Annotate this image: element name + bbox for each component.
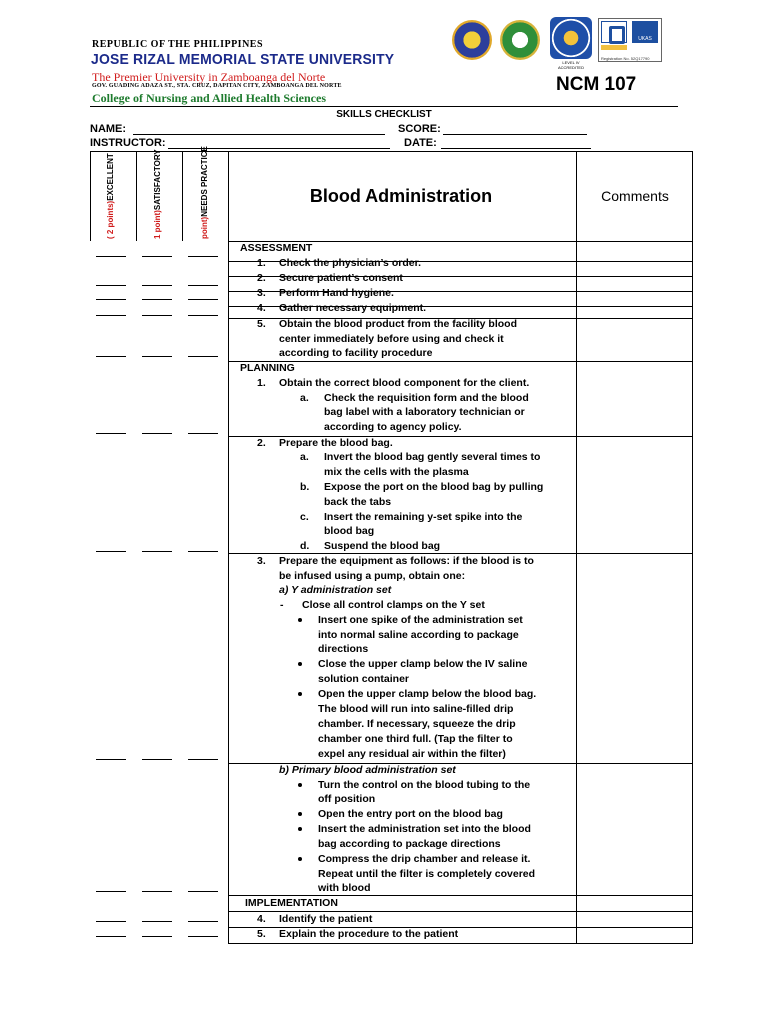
rating-blank[interactable] xyxy=(96,551,126,552)
step-text: center immediately before using and check it xyxy=(279,333,504,345)
course-code: NCM 107 xyxy=(556,74,637,95)
rating-blank[interactable] xyxy=(142,285,172,286)
column-divider xyxy=(182,151,183,241)
certification-strip xyxy=(601,45,627,50)
university-tagline: The Premier University in Zamboanga del Norte xyxy=(92,70,326,84)
rating-blank[interactable] xyxy=(188,299,218,300)
rating-header-needs-practice: point)NEEDS PRACTICE xyxy=(200,146,209,239)
republic-label: REPUBLIC OF THE PHILIPPINES xyxy=(92,39,264,50)
bullet-text: bag according to package directions xyxy=(318,838,501,850)
sub-step-text: according to agency policy. xyxy=(324,421,462,433)
bullet-text: Insert one spike of the administration set xyxy=(318,614,523,626)
bullet-icon xyxy=(298,662,302,666)
rating-blank[interactable] xyxy=(96,299,126,300)
bullet-text: solution container xyxy=(318,673,410,685)
sub-step-mark: c. xyxy=(300,511,309,523)
rating-blank[interactable] xyxy=(188,921,218,922)
sub-step-text: blood bag xyxy=(324,525,375,537)
bullet-icon xyxy=(298,857,302,861)
rating-blank[interactable] xyxy=(142,891,172,892)
step-text: Identify the patient xyxy=(279,913,373,925)
ukas-label: UKAS xyxy=(638,36,652,42)
rating-blank[interactable] xyxy=(96,356,126,357)
step-number: 4. xyxy=(257,913,266,925)
sub-step-text: Suspend the blood bag xyxy=(324,540,441,552)
bullet-icon xyxy=(298,812,302,816)
university-seal-logo xyxy=(452,20,492,60)
step-text: Obtain the correct blood component for the client. xyxy=(279,377,530,389)
step-number: 3. xyxy=(257,555,266,567)
rating-blank[interactable] xyxy=(96,891,126,892)
step-text: Secure patient’s consent xyxy=(279,272,403,284)
rating-blank[interactable] xyxy=(96,433,126,434)
rating-blank[interactable] xyxy=(188,315,218,316)
rating-blank[interactable] xyxy=(142,759,172,760)
sub-step-text: back the tabs xyxy=(324,496,392,508)
sub-step-text: Invert the blood bag gently several times to xyxy=(324,451,541,463)
bullet-icon xyxy=(298,783,302,787)
rating-blank[interactable] xyxy=(188,256,218,257)
step-number: 1. xyxy=(257,377,266,389)
section-planning: PLANNING xyxy=(240,362,295,374)
rating-header-excellent: ( 2 points)EXCELLENT xyxy=(106,153,115,239)
step-text: according to facility procedure xyxy=(279,347,433,359)
rating-blank[interactable] xyxy=(188,936,218,937)
header-divider xyxy=(90,106,678,107)
bullet-text: Open the upper clamp below the blood bag. xyxy=(318,688,537,700)
bullet-text: Repeat until the filter is completely covered xyxy=(318,868,536,880)
comments-header: Comments xyxy=(601,188,669,204)
step-text: be infused using a pump, obtain one: xyxy=(279,570,466,582)
nursing-college-logo xyxy=(500,20,540,60)
table-border-bottom xyxy=(228,943,693,944)
row-divider xyxy=(228,361,693,362)
rating-blank[interactable] xyxy=(96,921,126,922)
rating-blank[interactable] xyxy=(142,551,172,552)
section-assessment: ASSESSMENT xyxy=(240,242,313,254)
accreditation-caption: LEVEL IV ACCREDITED xyxy=(557,60,584,70)
rating-blank[interactable] xyxy=(142,256,172,257)
step-text: Check the physician’s order. xyxy=(279,257,421,269)
column-divider xyxy=(136,151,137,241)
bullet-text: with blood xyxy=(318,882,371,894)
table-border-left xyxy=(90,151,91,241)
step-number: 2. xyxy=(257,437,266,449)
bullet-text: off position xyxy=(318,793,376,805)
instructor-label: INSTRUCTOR: xyxy=(90,137,166,149)
bullet-icon xyxy=(298,618,302,622)
step-text: Explain the procedure to the patient xyxy=(279,928,459,940)
dash-mark: - xyxy=(280,599,284,611)
score-label: SCORE: xyxy=(398,123,441,135)
name-input-line[interactable] xyxy=(133,134,385,135)
rating-blank[interactable] xyxy=(188,551,218,552)
rating-blank[interactable] xyxy=(188,433,218,434)
bullet-text: Open the entry port on the blood bag xyxy=(318,808,503,820)
rating-blank[interactable] xyxy=(142,299,172,300)
rating-header-satisfactory: 1 point)SATISFACTORY xyxy=(153,149,162,239)
university-address: GOV. GUADING ADAZA ST., STA. CRUZ, DAPITAN CITY, ZAMBOANGA DEL NORTE xyxy=(92,83,342,89)
skills-checklist-table xyxy=(90,146,693,944)
sub-step-text: bag label with a laboratory technician or xyxy=(324,406,525,418)
sub-step-mark: b. xyxy=(300,481,310,493)
rating-blank[interactable] xyxy=(142,936,172,937)
bullet-text: Turn the control on the blood tubing to the xyxy=(318,779,531,791)
table-border-top xyxy=(90,151,693,152)
bullet-text: The blood will run into saline-filled drip xyxy=(318,703,514,715)
step-text: Prepare the equipment as follows: if the blood is to xyxy=(279,555,534,567)
rating-blank[interactable] xyxy=(96,759,126,760)
step-number: 5. xyxy=(257,318,266,330)
bullet-text: Close the upper clamp below the IV saline xyxy=(318,658,528,670)
rating-blank[interactable] xyxy=(188,285,218,286)
sub-step-text: Insert the remaining y-set spike into the xyxy=(324,511,523,523)
step-number: 4. xyxy=(257,302,266,314)
iso-certification-icon xyxy=(601,21,627,43)
sub-step-text: Check the requisition form and the blood xyxy=(324,392,529,404)
sub-step-text: Expose the port on the blood bag by pulling xyxy=(324,481,544,493)
step-text: Obtain the blood product from the facility blood xyxy=(279,318,517,330)
step-text: Perform Hand hygiene. xyxy=(279,287,394,299)
table-border-right xyxy=(692,151,693,944)
rating-blank[interactable] xyxy=(96,285,126,286)
sub-step-mark: a. xyxy=(300,451,309,463)
procedure-title: Blood Administration xyxy=(309,186,493,206)
rating-blank[interactable] xyxy=(96,256,126,257)
step-number: 1. xyxy=(257,257,266,269)
bullet-text: expel any residual air within the filter) xyxy=(318,748,506,760)
date-input-line[interactable] xyxy=(441,148,591,149)
sub-step-mark: d. xyxy=(300,540,310,552)
bullet-text: directions xyxy=(318,643,369,655)
score-input-line[interactable] xyxy=(443,134,587,135)
bullet-text: into normal saline according to package xyxy=(318,629,519,641)
step-number: 5. xyxy=(257,928,266,940)
y-administration-set-heading: a) Y administration set xyxy=(279,584,392,596)
accreditation-gear-logo xyxy=(550,17,592,59)
primary-blood-set-heading: b) Primary blood administration set xyxy=(279,764,456,776)
step-text: Prepare the blood bag. xyxy=(279,437,393,449)
rating-blank[interactable] xyxy=(188,891,218,892)
rating-blank[interactable] xyxy=(96,315,126,316)
bullet-text: Compress the drip chamber and release it. xyxy=(318,853,531,865)
bullet-icon xyxy=(298,692,302,696)
rating-blank[interactable] xyxy=(142,315,172,316)
bullet-icon xyxy=(298,827,302,831)
sub-step-text: mix the cells with the plasma xyxy=(324,466,469,478)
date-label: DATE: xyxy=(404,137,437,149)
bullet-text: chamber. If necessary, squeeze the drip xyxy=(318,718,516,730)
section-implementation: IMPLEMENTATION xyxy=(245,897,338,909)
rating-blank[interactable] xyxy=(142,433,172,434)
certification-registration: Registration No. 52Q17790 xyxy=(601,56,650,61)
bullet-text: chamber one third full. (Tap the filter to xyxy=(318,733,513,745)
rating-blank[interactable] xyxy=(188,759,218,760)
column-divider xyxy=(576,151,577,944)
sub-step-mark: a. xyxy=(300,392,309,404)
name-label: NAME: xyxy=(90,123,127,135)
rating-blank[interactable] xyxy=(96,936,126,937)
college-name: College of Nursing and Allied Health Sciences xyxy=(92,91,326,105)
step-text: Close all control clamps on the Y set xyxy=(302,599,485,611)
column-divider xyxy=(228,151,229,944)
rating-blank[interactable] xyxy=(142,921,172,922)
step-number: 3. xyxy=(257,287,266,299)
checklist-title: SKILLS CHECKLIST xyxy=(336,109,432,120)
rating-blank[interactable] xyxy=(188,356,218,357)
step-text: Gather necessary equipment. xyxy=(279,302,427,314)
university-name: JOSE RIZAL MEMORIAL STATE UNIVERSITY xyxy=(91,51,395,68)
rating-blank[interactable] xyxy=(142,356,172,357)
bullet-text: Insert the administration set into the blood xyxy=(318,823,531,835)
step-number: 2. xyxy=(257,272,266,284)
